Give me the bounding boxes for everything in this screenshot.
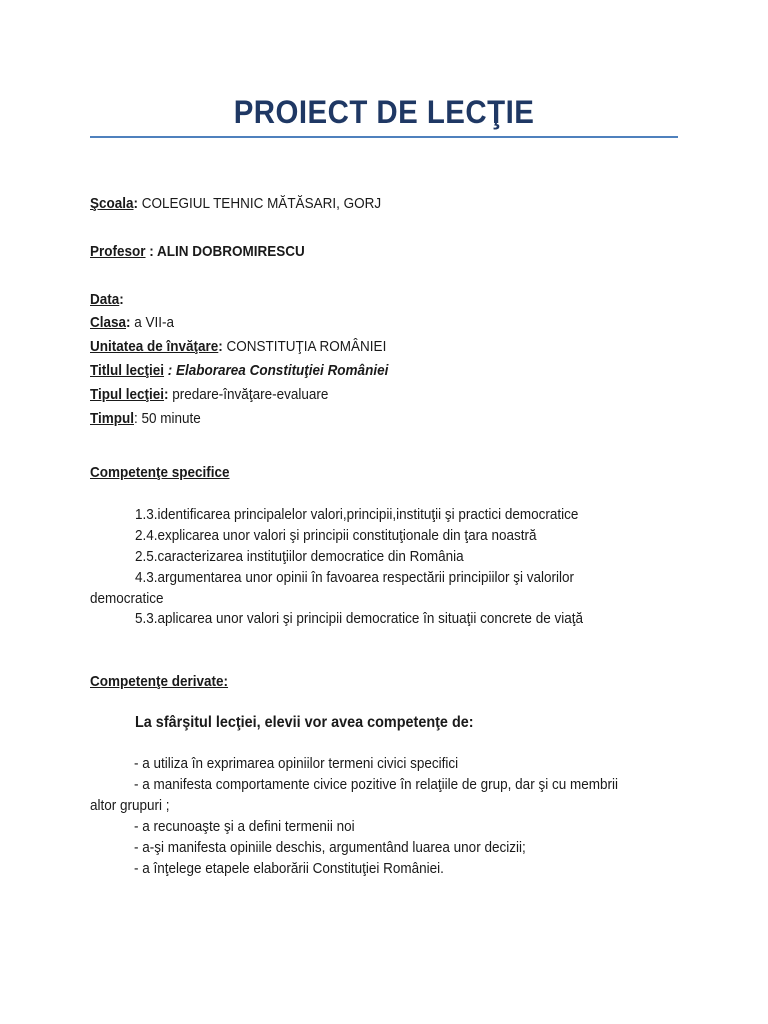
list-item: - a manifesta comportamente civice pozitive în relaţiile de grup, dar şi cu membrii [134,776,618,793]
info-clasa [90,313,174,333]
list-item: 5.3.aplicarea unor valori şi principii democratice în situaţii concrete de viaţă [135,610,583,627]
label-data: Data [90,291,120,308]
colon-unitatea: : [218,338,223,355]
page-title: PROIECT DE LECŢIE [233,94,535,130]
title-underline [90,136,678,138]
derivate-intro: La sfârşitul lecţiei, elevii vor avea competenţe de: [135,714,474,731]
info-tipul [90,385,328,405]
label-unitatea: Unitatea de învăţare [90,338,219,355]
value-tipul: predare-învăţare-evaluare [168,386,329,403]
label-clasa: Clasa [90,314,127,331]
heading-competente-derivate: Competenţe derivate: [90,673,229,690]
info-profesor [90,242,305,262]
value-timpul: 50 minute [137,410,201,427]
label-profesor: Profesor [90,243,146,260]
list-item: 2.5.caracterizarea instituţiilor democratice din România [135,548,464,565]
list-item-continuation: democratice [90,590,164,607]
colon-timpul: : [134,410,138,427]
label-scoala: Şcoala [90,195,134,212]
colon-scoala: : [133,195,139,212]
value-titlul: Elaborarea Constituţiei României [172,362,389,379]
value-unitatea: CONSTITUŢIA ROMÂNIEI [222,338,387,355]
label-timpul: Timpul [90,410,135,427]
heading-competente-specifice: Competenţe specifice [90,464,230,481]
colon-profesor: : [145,243,154,260]
value-profesor: ALIN DOBROMIRESCU [153,243,305,260]
list-item: 4.3.argumentarea unor opinii în favoarea respectării principiilor şi valorilor [135,569,574,586]
info-scoala [90,194,381,214]
info-timpul [90,409,201,429]
list-item-continuation: altor grupuri ; [90,797,170,814]
colon-tipul: : [164,386,169,403]
info-data [90,290,124,310]
list-item: 1.3.identificarea principalelor valori,principii,instituţii şi practici democratice [135,506,579,523]
list-item: - a înţelege etapele elaborării Constituţiei României. [134,860,444,877]
list-item: - a-şi manifesta opiniile deschis, argumentând luarea unor decizii; [134,839,526,856]
info-unitatea [90,337,386,357]
label-tipul: Tipul lecţiei [90,386,165,403]
list-item: 2.4.explicarea unor valori şi principii constituţionale din ţara noastră [135,527,537,544]
info-titlul [90,361,388,381]
list-item: - a utiliza în exprimarea opiniilor termeni civici specifici [134,755,459,772]
value-clasa: a VII-a [130,314,175,331]
colon-data: : [119,291,124,308]
colon-titlul: : [164,362,173,379]
value-scoala: COLEGIUL TEHNIC MĂTĂSARI, GORJ [138,195,382,212]
label-titlul: Titlul lecţiei [90,362,165,379]
list-item: - a recunoaşte şi a defini termenii noi [134,818,355,835]
colon-clasa: : [126,314,131,331]
